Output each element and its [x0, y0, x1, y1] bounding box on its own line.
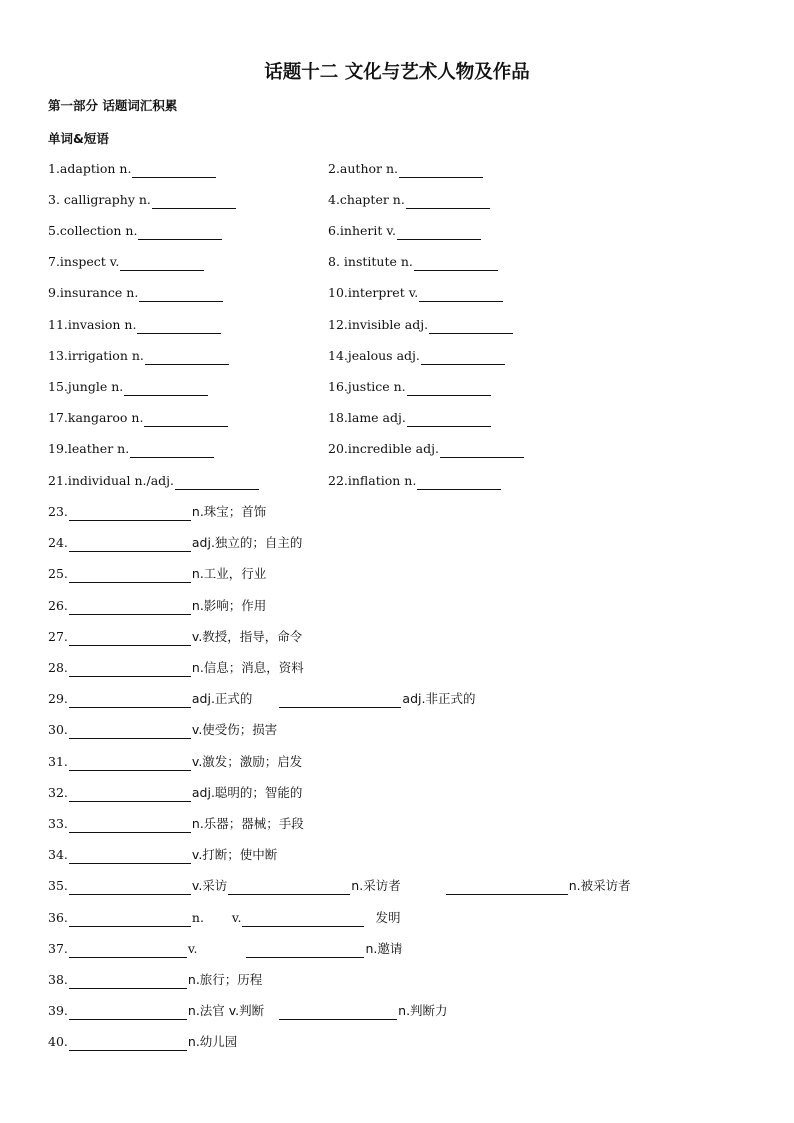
word-prompt: 5.collection n. [48, 223, 138, 238]
item-number: 26. [48, 598, 68, 613]
word-prompt: 9.insurance n. [48, 285, 139, 300]
answer-blank[interactable] [419, 287, 503, 302]
item-meaning: n.乐器；器械；手段 [191, 816, 304, 831]
item-number: 29. [48, 691, 68, 706]
item-meaning: n.法官 v.判断 [187, 1003, 265, 1018]
word-prompt: 14.jealous adj. [328, 348, 420, 363]
answer-blank[interactable] [69, 693, 191, 708]
vocab-item [48, 628, 302, 646]
item-number: 38. [48, 972, 68, 987]
answer-blank[interactable] [279, 693, 401, 708]
item-meaning: v. [187, 941, 198, 956]
vocab-item [48, 877, 631, 895]
answer-blank[interactable] [440, 443, 524, 458]
answer-blank[interactable] [69, 1036, 187, 1051]
item-number: 31. [48, 754, 68, 769]
answer-blank[interactable] [69, 849, 191, 864]
vocab-item [48, 940, 402, 958]
word-prompt: 19.leather n. [48, 441, 130, 456]
answer-blank[interactable] [69, 818, 191, 833]
item-number: 36. [48, 910, 68, 925]
vocab-item [48, 909, 400, 927]
word-prompt: 21.individual n./adj. [48, 473, 175, 488]
item-meaning: v.打断；使中断 [191, 847, 278, 862]
word-prompt: 6.inherit v. [328, 223, 396, 238]
vocab-item [48, 846, 277, 864]
vocab-item [48, 565, 266, 583]
vocab-item [48, 1002, 448, 1020]
item-number: 23. [48, 504, 68, 519]
answer-blank[interactable] [124, 381, 208, 396]
section-heading: 单词&短语 [48, 131, 109, 146]
item-number: 24. [48, 535, 68, 550]
item-meaning: n.判断力 [398, 1003, 448, 1018]
word-prompt: 15.jungle n. [48, 379, 124, 394]
answer-blank[interactable] [120, 256, 204, 271]
word-prompt: 1.adaption n. [48, 161, 132, 176]
answer-blank[interactable] [132, 163, 216, 178]
answer-blank[interactable] [446, 880, 568, 895]
answer-blank[interactable] [152, 194, 236, 209]
answer-blank[interactable] [279, 1005, 397, 1020]
vocab-item [48, 690, 475, 708]
vocab-item [48, 597, 266, 615]
vocab-item [48, 753, 302, 771]
item-meaning: v. [231, 910, 242, 925]
word-prompt: 3. calligraphy n. [48, 192, 151, 207]
item-meaning: adj.聪明的；智能的 [191, 785, 303, 800]
vocab-item [48, 815, 304, 833]
item-number: 30. [48, 722, 68, 737]
item-number: 40. [48, 1034, 68, 1049]
answer-blank[interactable] [421, 350, 505, 365]
item-meaning: n.被采访者 [568, 878, 631, 893]
part-heading: 第一部分 话题词汇积累 [48, 98, 178, 113]
answer-blank[interactable] [397, 225, 481, 240]
item-meaning: v.激发；激励；启发 [191, 754, 303, 769]
item-meaning: n. [191, 910, 204, 925]
answer-blank[interactable] [69, 600, 191, 615]
answer-blank[interactable] [145, 350, 229, 365]
answer-blank[interactable] [69, 537, 191, 552]
answer-blank[interactable] [414, 256, 498, 271]
word-prompt: 16.justice n. [328, 379, 406, 394]
item-meaning: v.使受伤；损害 [191, 722, 278, 737]
word-prompt: 4.chapter n. [328, 192, 405, 207]
answer-blank[interactable] [69, 974, 187, 989]
page-title: 话题十二 文化与艺术人物及作品 [264, 62, 530, 83]
answer-blank[interactable] [139, 287, 223, 302]
word-prompt: 13.irrigation n. [48, 348, 144, 363]
word-prompt: 11.invasion n. [48, 317, 137, 332]
answer-blank[interactable] [69, 880, 191, 895]
item-meaning: adj.非正式的 [402, 691, 476, 706]
word-prompt: 22.inflation n. [328, 473, 417, 488]
answer-blank[interactable] [406, 194, 490, 209]
answer-blank[interactable] [228, 880, 350, 895]
answer-blank[interactable] [407, 412, 491, 427]
answer-blank[interactable] [69, 506, 191, 521]
word-prompt: 7.inspect v. [48, 254, 120, 269]
answer-blank[interactable] [242, 912, 364, 927]
item-number: 34. [48, 847, 68, 862]
word-prompt: 17.kangaroo n. [48, 410, 144, 425]
item-meaning: n.旅行；历程 [187, 972, 263, 987]
item-meaning: v.采访 [191, 878, 228, 893]
vocab-item [48, 971, 262, 989]
item-number: 25. [48, 566, 68, 581]
answer-blank[interactable] [69, 756, 191, 771]
vocab-item [48, 534, 302, 552]
answer-blank[interactable] [246, 943, 364, 958]
answer-blank[interactable] [69, 912, 191, 927]
answer-blank[interactable] [417, 475, 501, 490]
answer-blank[interactable] [429, 319, 513, 334]
item-meaning: adj.正式的 [191, 691, 253, 706]
answer-blank[interactable] [69, 1005, 187, 1020]
item-meaning: n.采访者 [351, 878, 401, 893]
vocab-item [48, 659, 304, 677]
item-number: 35. [48, 878, 68, 893]
answer-blank[interactable] [69, 662, 191, 677]
item-meaning: adj.独立的；自主的 [191, 535, 303, 550]
answer-blank[interactable] [175, 475, 259, 490]
item-number: 39. [48, 1003, 68, 1018]
word-prompt: 18.lame adj. [328, 410, 406, 425]
item-meaning: n.珠宝；首饰 [191, 504, 267, 519]
answer-blank[interactable] [407, 381, 491, 396]
word-prompt: 12.invisible adj. [328, 317, 429, 332]
answer-blank[interactable] [399, 163, 483, 178]
vocab-item [48, 721, 277, 739]
answer-blank[interactable] [137, 319, 221, 334]
item-meaning: v.教授，指导，命令 [191, 629, 303, 644]
vocab-item [48, 503, 266, 521]
word-prompt: 8. institute n. [328, 254, 413, 269]
answer-blank[interactable] [69, 568, 191, 583]
item-number: 32. [48, 785, 68, 800]
answer-blank[interactable] [138, 225, 222, 240]
item-meaning: n.邀请 [365, 941, 403, 956]
item-meaning: 发明 [375, 910, 401, 925]
answer-blank[interactable] [144, 412, 228, 427]
answer-blank[interactable] [69, 631, 191, 646]
answer-blank[interactable] [130, 443, 214, 458]
word-prompt: 10.interpret v. [328, 285, 419, 300]
item-number: 37. [48, 941, 68, 956]
item-number: 28. [48, 660, 68, 675]
item-number: 27. [48, 629, 68, 644]
item-meaning: n.信息；消息，资料 [191, 660, 304, 675]
vocab-item [48, 1033, 237, 1051]
item-meaning: n.幼儿园 [187, 1034, 238, 1049]
item-number: 33. [48, 816, 68, 831]
answer-blank[interactable] [69, 943, 187, 958]
answer-blank[interactable] [69, 787, 191, 802]
word-prompt: 2.author n. [328, 161, 399, 176]
answer-blank[interactable] [69, 724, 191, 739]
vocab-item [48, 784, 302, 802]
item-meaning: n.工业，行业 [191, 566, 267, 581]
word-prompt: 20.incredible adj. [328, 441, 439, 456]
item-meaning: n.影响；作用 [191, 598, 267, 613]
